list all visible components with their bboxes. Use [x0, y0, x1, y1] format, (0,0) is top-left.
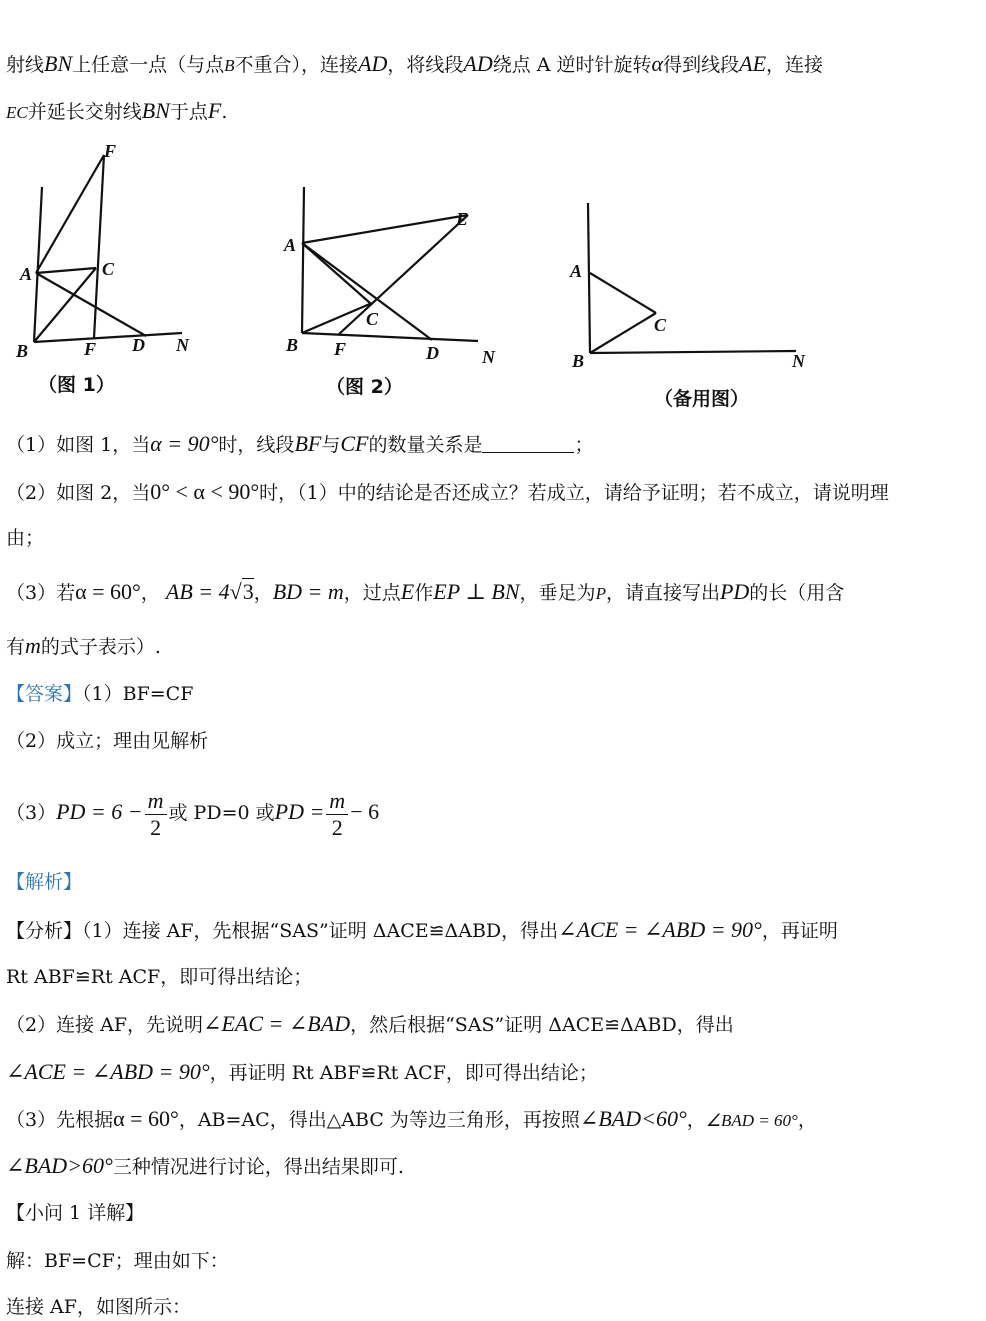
intro-line-2: EC并延长交射线BN于点F.	[6, 98, 228, 123]
analysis-line-3: （2）连接 AF，先说明∠EAC = ∠BAD，然后根据“SAS”证明 ΔACE≌ΔABD，得出	[6, 1011, 734, 1036]
fig1-caption: （图 1）	[38, 374, 115, 396]
figure-2-labels	[283, 209, 496, 398]
figure-2	[302, 187, 478, 341]
answer-1: 【答案】（1）BF=CF	[6, 683, 194, 705]
fig1-label-N: N	[176, 335, 189, 355]
fig1-label-E: F	[104, 141, 117, 161]
question-2-cont: 由；	[6, 527, 45, 549]
question-3-cont: 有m的式子表示）.	[6, 633, 161, 658]
fig3-label-N: N	[792, 351, 805, 371]
fig3-label-C: C	[654, 315, 667, 335]
question-3: （3）若α = 60°， AB = 4√3，BD = m，过点E作EP ⊥ BN，垂足为P，请直接写出PD的长（用含	[6, 579, 845, 604]
fig2-label-A: A	[284, 235, 297, 255]
question-2: （2）如图 2，当0° < α < 90°时，（1）中的结论是否还成立？若成立，请给予证明；若不成立，请说明理	[6, 479, 889, 504]
analysis-line-2: Rt ABF≌Rt ACF，即可得出结论；	[6, 966, 313, 988]
fig2-caption: （图 2）	[326, 376, 403, 398]
fig3-label-B: B	[572, 351, 585, 371]
fig1-label-B: B	[16, 341, 29, 361]
fig1-label-F: F	[84, 339, 97, 359]
intro-line-1: 射线BN上任意一点（与点B不重合），连接AD，将线段AD绕点 A 逆时针旋转α得到线段AE，连接	[6, 51, 824, 76]
figures	[0, 135, 986, 415]
fig1-label-A: A	[20, 264, 33, 284]
fig2-label-D: D	[426, 343, 439, 363]
fig2-label-B: B	[286, 335, 299, 355]
figure-3-labels	[569, 261, 806, 410]
answer-blank	[482, 434, 574, 453]
analysis-line-6: ∠BAD>60°三种情况进行讨论，得出结果即可.	[6, 1153, 404, 1178]
analysis-line-4: ∠ACE = ∠ABD = 90°，再证明 Rt ABF≌Rt ACF，即可得出结论；	[6, 1059, 598, 1084]
analysis-line-1: 【分析】（1）连接 AF，先根据“SAS”证明 ΔACE≌ΔABD，得出∠ACE = ∠ABD = 90°，再证明	[6, 917, 838, 942]
solution-line-2: 连接 AF，如图所示：	[6, 1296, 191, 1318]
fig1-label-C: C	[102, 259, 115, 279]
answer-2: （2）成立；理由见解析	[6, 730, 209, 752]
fig2-label-C: C	[366, 309, 379, 329]
fig3-label-A: A	[570, 261, 583, 281]
fig2-label-E: E	[456, 209, 469, 229]
fig2-label-F: F	[334, 339, 347, 359]
analysis-tag: 【解析】	[6, 871, 83, 893]
question-1: （1）如图 1，当α = 90°时，线段BF与CF的数量关系是 ；	[6, 431, 594, 456]
figure-3	[588, 203, 796, 353]
fraction-m-over-2-b: $\frac{m}{2}$	[326, 788, 348, 841]
solution-line-1: 解：BF=CF；理由如下：	[6, 1250, 229, 1272]
analysis-line-5: （3）先根据α = 60°，AB=AC，得出△ABC 为等边三角形，再按照∠BAD<60°，∠BAD = 60°，	[6, 1106, 817, 1131]
fraction-m-over-2: $\frac{m}{2}$	[145, 788, 167, 841]
figure-1	[34, 155, 182, 342]
fig2-label-N: N	[482, 347, 495, 367]
fig3-caption: （备用图）	[654, 388, 750, 410]
answer-tag: 【答案】	[6, 683, 83, 705]
fig1-label-D: D	[132, 335, 145, 355]
answer-3: （3）PD = 6 − $\frac{m}{2}$ 或 PD=0 或PD = $\frac{m}{2}$ − 6	[6, 787, 380, 840]
sub-question-1-heading: 【小问 1 详解】	[6, 1202, 145, 1224]
